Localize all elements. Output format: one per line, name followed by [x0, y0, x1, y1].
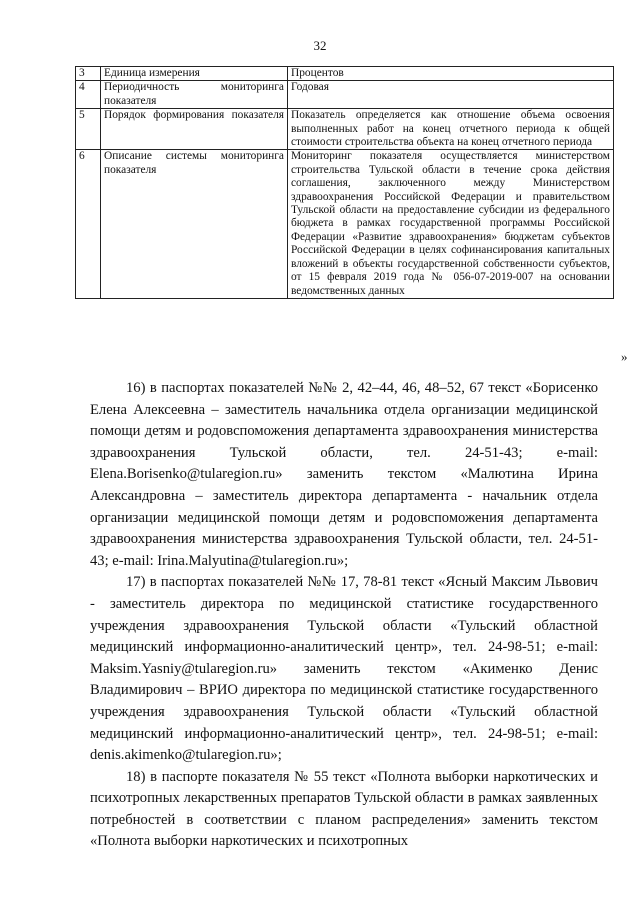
row-number: 4: [76, 81, 101, 109]
row-label: Порядок формирования показателя: [101, 109, 288, 150]
row-number: 5: [76, 109, 101, 150]
document-body: [90, 378, 598, 853]
row-number: 6: [76, 150, 101, 298]
row-label: Единица измерения: [101, 67, 288, 81]
row-label: Описание системы мониторинга показателя: [101, 150, 288, 298]
row-number: 3: [76, 67, 101, 81]
table-row: [76, 109, 614, 150]
paragraph-18: 18) в паспорте показателя № 55 текст «Полнота выборки наркотических и психотропных лекарственных препаратов Тульской области в рамках заявленных потребностей в соответствии с планом распределения» заменить текстом «Полнота выборки наркотических и психотропных: [90, 768, 598, 850]
row-value: Мониторинг показателя осуществляется министерством строительства Тульской области в течение срока действия соглашения, заключенного между Министерством здравоохранения Российской Федерации и правительством Тульской области на предоставление субсидии из федерального бюджета в рамках государственной программы Российской Федерации «Развитие здравоохранения» бюджетам субъектов Российской Федерации в целях софинансирования капитальных вложений в объекты государственной собственности субъектов, от 15 февраля 2019 года № 056-07-2019-007 на основании ведомственных данных: [288, 150, 614, 298]
paragraph-17: 17) в паспортах показателей №№ 17, 78-81 текст «Ясный Максим Львович - заместитель директора по медицинской статистике государственного учреждения здравоохранения Тульской области «Тульский областной медицинский информационно-аналитический центр», тел. 24-98-51; e-mail: Maksim.Yasniy@tularegion.ru» заменить текстом «Акименко Денис Владимирович – ВРИО директора по медицинской статистике государственного учреждения здравоохранения Тульской области «Тульский областной медицинский информационно-аналитический центр», тел. 24-98-51; e-mail: denis.akimenko@tularegion.ru»;: [90, 574, 598, 764]
indicator-passport-table: [75, 66, 614, 299]
row-value: Годовая: [288, 81, 614, 109]
table-row: [76, 150, 614, 298]
closing-quote: »: [621, 349, 628, 364]
page-number: 32: [313, 38, 327, 53]
row-value: Показатель определяется как отношение объема освоения выполненных работ на конец отчетного периода к общей стоимости строительства объекта на конец отчетного периода: [288, 109, 614, 150]
paragraph-16: 16) в паспортах показателей №№ 2, 42–44, 46, 48–52, 67 текст «Борисенко Елена Алексеевна – заместитель начальника отдела организации медицинской помощи детям и родовспоможения департамента здравоохранения министерства здравоохранения Тульской области, тел. 24-51-43; e-mail: Elena.Borisenko@tularegion.ru» заменить текстом «Малютина Ирина Александровна – заместитель директора департамента - начальник отдела организации медицинской помощи детям и родовспоможения департамента здравоохранения министерства здравоохранения Тульской области, тел. 24-51-43; e-mail: Irina.Malyutina@tularegion.ru»;: [90, 380, 598, 569]
row-label: Периодичность мониторинга показателя: [101, 81, 288, 109]
table-row: [76, 81, 614, 109]
row-value: Процентов: [288, 67, 614, 81]
table-row: [76, 67, 614, 81]
